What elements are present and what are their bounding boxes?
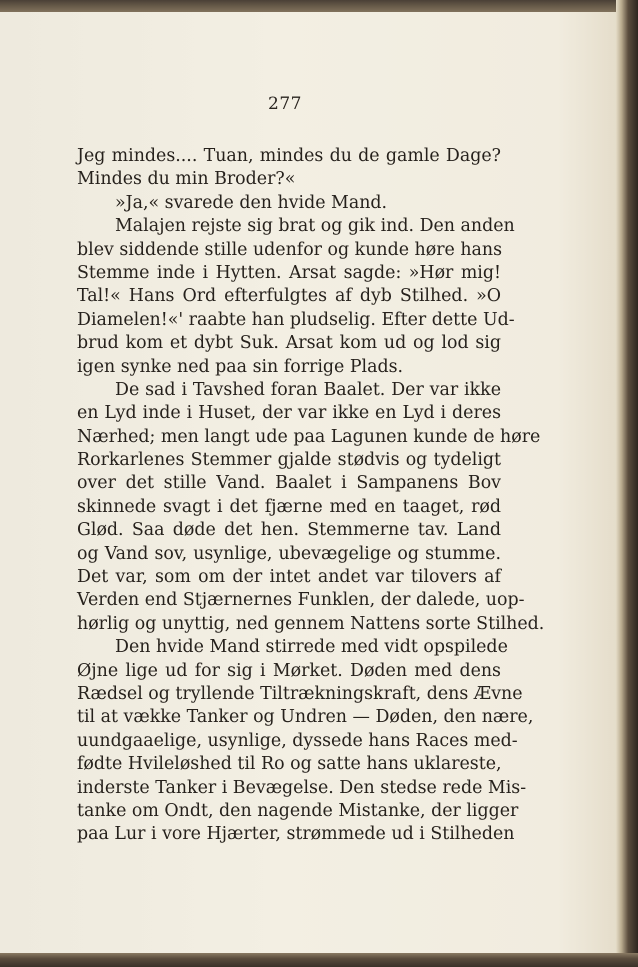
text-line: hørlig og unyttig, ned gennem Nattens sorte Stilhed. xyxy=(77,613,545,634)
text-line: Den hvide Mand stirrede med vidt opspilede xyxy=(115,637,508,658)
text-line: blev siddende stille udenfor og kunde høre hans xyxy=(77,239,503,260)
text-line: Glød. Saa døde det hen. Stemmerne tav. Land xyxy=(77,520,501,541)
text-line: over det stille Vand. Baalet i Sampanens Bov xyxy=(77,473,501,494)
text-line: Øjne lige ud for sig i Mørket. Døden med dens xyxy=(77,660,501,681)
text-line: Nærhed; men langt ude paa Lagunen kunde de høre xyxy=(77,426,541,447)
text-line: til at vække Tanker og Undren — Døden, den nære, xyxy=(77,707,534,728)
text-line: fødte Hvileløshed til Ro og satte hans uklareste, xyxy=(77,754,502,775)
book-page xyxy=(0,12,620,956)
text-line: Det var, som om der intet andet var tilovers af xyxy=(77,567,501,588)
body-text xyxy=(77,145,545,847)
text-line: Verden end Stjærnernes Funklen, der dalede, uop- xyxy=(77,590,525,611)
text-line: Stemme inde i Hytten. Arsat sagde: »Hør mig! xyxy=(77,262,501,283)
text-line: Diamelen!«' raabte han pludselig. Efter dette Ud- xyxy=(77,309,515,330)
text-line: skinnede svagt i det fjærne med en taaget, rød xyxy=(77,496,501,517)
text-line: tanke om Ondt, den nagende Mistanke, der ligger xyxy=(77,800,519,821)
book-bottom-edge xyxy=(0,953,638,967)
text-line: Rorkarlenes Stemmer gjalde stødvis og tydeligt xyxy=(77,450,501,471)
text-line: paa Lur i vore Hjærter, strømmede ud i Stilheden xyxy=(77,824,515,845)
text-line: De sad i Tavshed foran Baalet. Der var ikke xyxy=(115,379,501,400)
text-line: inderste Tanker i Bevægelse. Den stedse rede Mis- xyxy=(77,777,527,798)
text-line: Rædsel og tryllende Tiltrækningskraft, dens Ævne xyxy=(77,683,523,704)
page-number: 277 xyxy=(268,94,302,114)
text-line: Mindes du min Broder?« xyxy=(77,169,296,190)
text-line: Jeg mindes.... Tuan, mindes du de gamle Dage? xyxy=(77,146,501,166)
book-spine-edge xyxy=(616,0,638,967)
text-line: en Lyd inde i Huset, der var ikke en Lyd i deres xyxy=(77,403,501,424)
text-line: brud kom et dybt Suk. Arsat kom ud og lod sig xyxy=(77,333,501,354)
text-line: igen synke ned paa sin forrige Plads. xyxy=(77,356,404,377)
text-line: Tal!« Hans Ord efterfulgtes af dyb Stilhed. »O xyxy=(77,286,501,307)
text-line: og Vand sov, usynlige, ubevægelige og stumme. xyxy=(77,543,501,564)
text-line: »Ja,« svarede den hvide Mand. xyxy=(115,192,388,213)
text-line: Malajen rejste sig brat og gik ind. Den anden xyxy=(115,216,515,237)
text-line: uundgaaelige, usynlige, dyssede hans Races med- xyxy=(77,730,518,751)
